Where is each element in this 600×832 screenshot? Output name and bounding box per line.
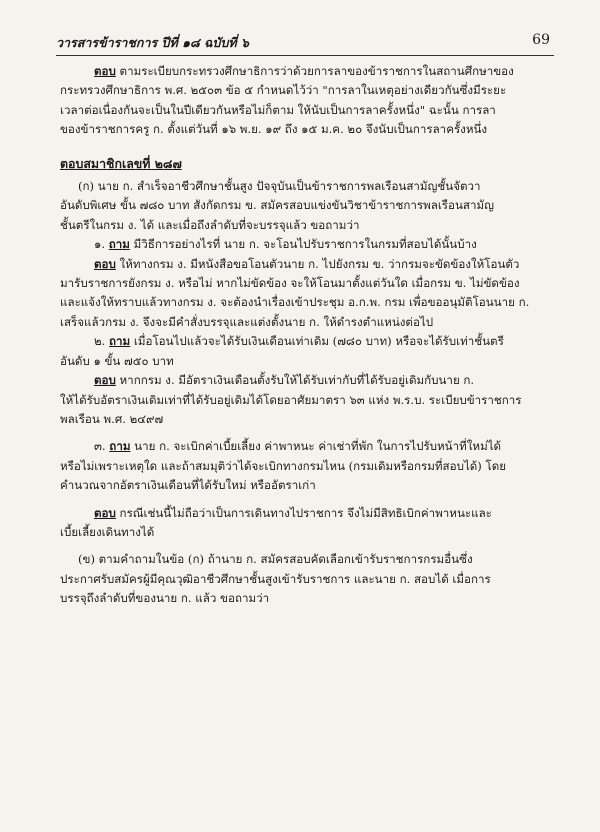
answer-label: ตอบ: [94, 373, 116, 388]
line-text: (ก) นาย ก. สำเร็จอาชีวศึกษาชั้นสูง ปัจจุบันเป็นข้าราชการพลเรือนสามัญชั้นจัตวา: [78, 179, 481, 194]
line-text: เมื่อโอนไปแล้วจะได้รับเงินเดือนเท่าเดิม (๗๘๐ บาท) หรือจะได้รับเท่าชั้นตรี: [130, 334, 504, 349]
text-line: [60, 313, 560, 332]
running-header: [56, 33, 554, 56]
question-label: ถาม: [108, 237, 130, 252]
answer-label: ตอบ: [94, 64, 116, 78]
text-line: [60, 120, 560, 139]
text-line: [60, 81, 560, 100]
text-line: [60, 391, 560, 410]
line-text: หากกรม ง. มีอัตราเงินเดือนตั้งรับให้ได้รับเท่ากับที่ได้รับอยู่เดิมกับนาย ก.: [115, 373, 475, 388]
line-text: ชั้นตรีในกรม ง. ได้ และเมื่อถึงลำดับที่จะบรรจุแล้ว ขอถามว่า: [60, 217, 360, 232]
text-line: [60, 216, 560, 235]
text-line: [60, 62, 560, 81]
line-text: ของข้าราชการครู ก. ตั้งแต่วันที่ ๑๖ พ.ย. ๑๙ ถึง ๑๕ ม.ค. ๒๐ จึงนับเป็นการลาครั้งหนึ่ง: [60, 122, 488, 137]
text-line: [60, 437, 560, 456]
text-line: [60, 589, 560, 608]
text-line: [60, 523, 560, 542]
text-line: [60, 457, 560, 476]
text-line: [60, 293, 560, 312]
text-line: [60, 352, 560, 371]
answer-label: ตอบ: [94, 505, 116, 520]
section-heading: [60, 154, 560, 173]
text-line: [60, 274, 560, 293]
line-text: มารับราชการยังกรม ง. หรือไม่ หากไม่ขัดข้อง จะให้โอนมาตั้งแต่วันใด เมื่อกรม ข. ไม่ขัดข้อง: [60, 276, 520, 291]
line-text: หรือไม่เพราะเหตุใด และถ้าสมมุติว่าได้จะเบิกทางกรมไหน (กรมเดิมหรือกรมที่สอบได้) โดย: [60, 458, 507, 473]
line-text: ตามระเบียบกระทรวงศึกษาธิการว่าด้วยการลาของข้าราชการในสถานศึกษาของ: [115, 64, 514, 78]
text-line: [60, 570, 560, 589]
line-text: เบี้ยเลี้ยงเดินทางได้: [60, 524, 155, 539]
page-number: 69: [532, 32, 550, 48]
line-text: เสร็จแล้วกรม ง. จึงจะมีคำสั่งบรรจุและแต่งตั้งนาย ก. ให้ดำรงตำแหน่งต่อไป: [60, 314, 434, 329]
paragraph-gap: [60, 542, 560, 550]
text-line: [60, 476, 560, 495]
question-number: ๒.: [94, 334, 110, 349]
journal-title: วารสารข้าราชการ ปีที่ ๑๘ ฉบับที่ ๖: [56, 35, 249, 50]
answer-label: ตอบ: [94, 256, 116, 271]
question-label: ถาม: [109, 334, 131, 349]
line-text: กรณีเช่นนี้ไม่ถือว่าเป็นการเดินทางไปราชการ จึงไม่มีสิทธิเบิกค่าพาหนะและ: [115, 505, 492, 520]
text-line: [60, 550, 560, 569]
text-line: [60, 235, 560, 254]
line-text: มีวิธีการอย่างไรที่ นาย ก. จะโอนไปรับราชการในกรมที่สอบได้นั้นบ้าง: [129, 237, 477, 252]
line-text: ให้ได้รับอัตราเงินเดิมเท่าที่ได้รับอยู่เดิมได้โดยอาศัยมาตรา ๖๓ แห่ง พ.ร.บ. ระเบียบข้าราชการ: [60, 392, 522, 407]
line-text: ให้ทางกรม ง. มีหนังสือขอโอนตัวนาย ก. ไปยังกรม ข. ว่ากรมจะขัดข้องให้โอนตัว: [115, 256, 520, 271]
line-text: กระทรวงศึกษาธิการ พ.ศ. ๒๕๐๓ ข้อ ๕ กำหนดไว้ว่า "การลาในเหตุอย่างเดียวกันซึ่งมีระยะ: [60, 83, 507, 98]
line-text: นาย ก. จะเบิกค่าเบี้ยเลี้ยง ค่าพาหนะ ค่าเช่าที่พัก ในการไปรับหน้าที่ใหม่ได้: [130, 439, 502, 454]
text-line: [60, 196, 560, 215]
paragraph-gap: [60, 496, 560, 504]
question-label: ถาม: [109, 439, 131, 454]
line-text: ตอบสมาชิกเลขที่ ๒๘๗: [60, 155, 182, 171]
line-text: บรรจุถึงลำดับที่ของนาย ก. แล้ว ขอถามว่า: [60, 591, 270, 606]
line-text: คำนวณจากอัตราเงินเดือนที่ได้รับใหม่ หรืออัตราเก่า: [60, 478, 316, 493]
line-text: พลเรือน พ.ศ. ๒๔๙๗: [60, 411, 164, 426]
text-line: [60, 410, 560, 429]
question-number: ๑.: [94, 237, 109, 252]
line-text: อันดับ ๑ ขั้น ๗๕๐ บาท: [60, 353, 174, 368]
line-text: และแจ้งให้ทราบแล้วทางกรม ง. จะต้องนำเรื่องเข้าประชุม อ.ก.พ. กรม เพื่อขออนุมัติโอนนาย ก.: [60, 295, 530, 310]
document-body: [60, 62, 560, 609]
paragraph-gap: [60, 429, 560, 437]
text-line: [60, 371, 560, 390]
text-line: [60, 504, 560, 523]
line-text: ประกาศรับสมัครผู้มีคุณวุฒิอาชีวศึกษาชั้นสูงเข้ารับราชการ และนาย ก. สอบได้ เมื่อการ: [60, 571, 491, 586]
line-text: เวลาต่อเนื่องกันจะเป็นในปีเดียวกันหรือไม่ก็ตาม ให้นับเป็นการลาครั้งหนึ่ง" ฉะนั้น การลา: [60, 102, 496, 117]
text-line: [60, 177, 560, 196]
text-line: [60, 101, 560, 120]
question-number: ๓.: [94, 439, 110, 454]
line-text: (ข) ตามคำถามในข้อ (ก) ถ้านาย ก. สมัครสอบคัดเลือกเข้ารับราชการกรมอื่นซึ่ง: [78, 552, 473, 567]
text-line: [60, 255, 560, 274]
text-line: [60, 332, 560, 351]
line-text: อันดับพิเศษ ขั้น ๗๘๐ บาท สังกัดกรม ข. สมัครสอบแข่งขันวิชาข้าราชการพลเรือนสามัญ: [60, 198, 495, 213]
